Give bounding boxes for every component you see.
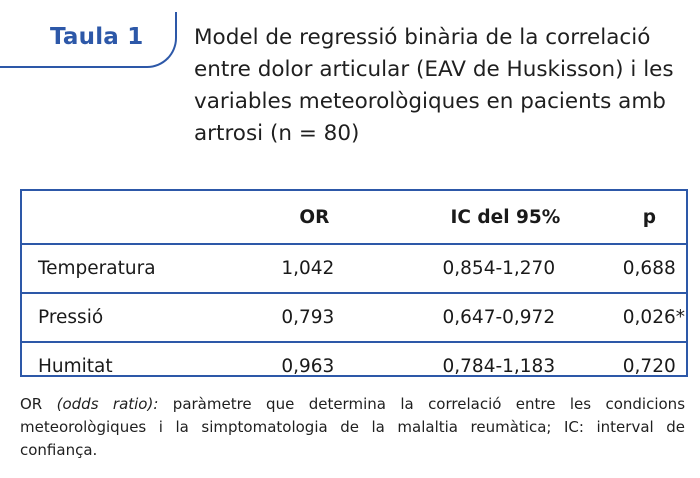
header-cell-variable <box>22 191 261 244</box>
table-row <box>22 342 686 390</box>
header-cell-ic: IC del 95% <box>443 191 623 244</box>
data-table <box>20 189 688 377</box>
table-caption: Model de regressió binària de la correlació entre dolor articular (EAV de Huskisson) i les variables meteorològiques en pacients amb artrosi (n = 80) <box>194 25 674 146</box>
table-number-label: Taula 1 <box>50 24 144 50</box>
row-label: Temperatura <box>22 244 261 293</box>
cell-p: 0,720 <box>622 356 676 377</box>
table-row <box>22 293 686 342</box>
cell-ic: 0,854-1,270 <box>443 244 623 293</box>
table-header <box>0 0 700 180</box>
table-row <box>22 244 686 293</box>
table-header-row <box>22 191 686 244</box>
row-label: Humitat <box>38 356 113 377</box>
header-cell-or: OR <box>261 191 442 244</box>
cell-or: 0,963 <box>281 356 335 377</box>
cell-ic: 0,784-1,183 <box>442 356 556 377</box>
header-cell-p: p <box>623 191 686 244</box>
cell-or: 0,793 <box>261 293 442 342</box>
row-label: Pressió <box>22 293 261 342</box>
cell-ic: 0,647-0,972 <box>443 293 623 342</box>
cell-p: 0,688 <box>623 244 686 293</box>
footnote-prefix: OR <box>20 395 57 413</box>
cell-or: 1,042 <box>261 244 442 293</box>
footnote-text: paràmetre que determina la correlació entre les condicions meteorològiques i la simptomatologia de la malaltia reumàtica; IC: interval de confiança. <box>20 395 686 459</box>
footnote-italic: (odds ratio): <box>56 395 159 413</box>
table-footnote <box>20 393 685 462</box>
cell-p: 0,026* <box>623 293 686 342</box>
